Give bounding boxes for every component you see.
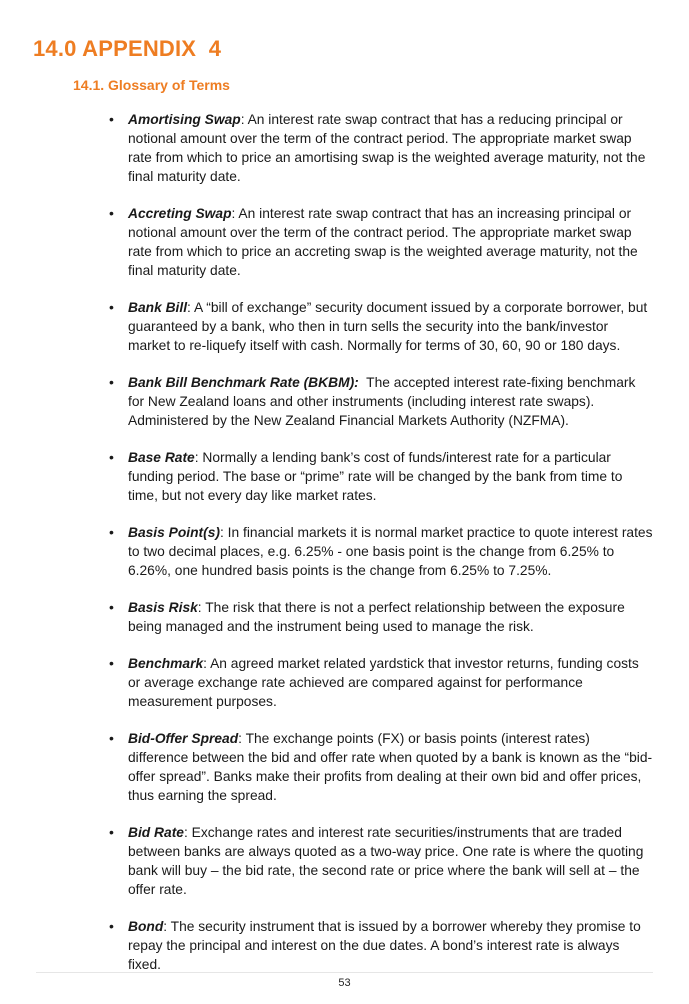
term-definition: The accepted interest rate-fixing benchmark for New Zealand loans and other instruments (including interest rate swaps). Administered by the New Zealand Financial Markets Authority (NZFMA). bbox=[128, 375, 640, 428]
term-separator: : bbox=[240, 112, 245, 127]
term-separator: : bbox=[194, 450, 199, 465]
term-separator: : bbox=[203, 656, 207, 671]
term-separator: : bbox=[163, 919, 168, 934]
term-separator: : bbox=[183, 825, 188, 840]
term-separator: : bbox=[220, 525, 224, 540]
page-number: 53 bbox=[338, 977, 351, 989]
subsection-heading: 14.1. Glossary of Terms bbox=[73, 77, 230, 93]
glossary-item bbox=[0, 523, 689, 580]
term-definition: The security instrument that is issued by a borrower whereby they promise to repay the principal and interest on the due dates. A bond’s interest rate is always fixed. bbox=[128, 919, 641, 972]
term-separator: : bbox=[238, 731, 242, 746]
glossary-list bbox=[0, 110, 689, 992]
term-definition: An interest rate swap contract that has an increasing principal or notional amount over the term of the contract period. The appropriate market swap rate from which to price an accreting swap is the weighted average maturity, not the final maturity date. bbox=[128, 206, 638, 278]
section-heading: 14.0 APPENDIX 4 bbox=[33, 36, 222, 61]
term-definition: Exchange rates and interest rate securities/instruments that are traded between banks are always quoted as a two-way price. One rate is where the quoting bank will buy – the bid rate, the second rate or price where the bank will sell at – the offer rate. bbox=[128, 825, 644, 897]
glossary-item bbox=[0, 917, 689, 974]
bullet-icon: • bbox=[109, 111, 114, 127]
glossary-item bbox=[0, 110, 689, 186]
term-name: Bond bbox=[128, 919, 164, 934]
bullet-icon: • bbox=[109, 205, 114, 221]
glossary-item bbox=[0, 823, 689, 899]
term-definition: An interest rate swap contract that has a reducing principal or notional amount over the term of the contract period. The appropriate market swap rate from which to price an amortising swap is the weighted average maturity, not the final maturity date. bbox=[128, 112, 646, 184]
term-definition: The exchange points (FX) or basis points (interest rates) difference between the bid and offer rate when quoted by a bank is known as the “bid-offer spread”. Banks make their profits from dealing at their own bid and offer prices, thus earning the spread. bbox=[128, 731, 653, 803]
footer-divider bbox=[36, 972, 653, 973]
term-separator: : bbox=[231, 206, 236, 221]
bullet-icon: • bbox=[109, 918, 114, 934]
term-definition: Normally a lending bank’s cost of funds/interest rate for a particular funding period. The base or “prime” rate will be changed by the bank from time to time, but not every day like market rates. bbox=[128, 450, 623, 503]
glossary-item bbox=[0, 729, 689, 805]
glossary-item bbox=[0, 654, 689, 711]
bullet-icon: • bbox=[109, 449, 114, 465]
bullet-icon: • bbox=[109, 824, 114, 840]
term-name: Base Rate bbox=[128, 450, 195, 465]
glossary-item bbox=[0, 298, 689, 355]
term-name: Benchmark bbox=[128, 656, 204, 671]
term-name: Amortising Swap bbox=[128, 112, 241, 127]
term-name: Basis Point(s) bbox=[128, 525, 220, 540]
term-definition: In financial markets it is normal market practice to quote interest rates to two decimal places, e.g. 6.25% - one basis point is the change from 6.25% to 6.26%, one hundred basis points is the change from 6.25% to 7.25%. bbox=[128, 525, 653, 578]
term-name: Bid Rate bbox=[128, 825, 184, 840]
glossary-item bbox=[0, 598, 689, 636]
bullet-icon: • bbox=[109, 599, 114, 615]
glossary-item bbox=[0, 448, 689, 505]
term-separator: : bbox=[187, 300, 191, 315]
term-name: Bid-Offer Spread bbox=[128, 731, 239, 746]
term-definition: An agreed market related yardstick that investor returns, funding costs or average exchange rate achieved are compared against for performance measurement purposes. bbox=[128, 656, 639, 709]
term-name: Bank Bill bbox=[128, 300, 188, 315]
term-name: Basis Risk bbox=[128, 600, 198, 615]
term-definition: The risk that there is not a perfect relationship between the exposure being managed and the instrument being used to manage the risk. bbox=[128, 600, 625, 634]
bullet-icon: • bbox=[109, 374, 114, 390]
bullet-icon: • bbox=[109, 655, 114, 671]
glossary-item bbox=[0, 204, 689, 280]
term-name: Bank Bill Benchmark Rate (BKBM): bbox=[128, 375, 359, 390]
bullet-icon: • bbox=[109, 524, 114, 540]
bullet-icon: • bbox=[109, 299, 114, 315]
term-separator: : bbox=[197, 600, 202, 615]
term-definition: A “bill of exchange” security document issued by a corporate borrower, but guaranteed by a bank, who then in turn sells the security into the bank/investor market to re-liquefy itself with cash. Normally for terms of 30, 60, 90 or 180 days. bbox=[128, 300, 648, 353]
bullet-icon: • bbox=[109, 730, 114, 746]
term-name: Accreting Swap bbox=[128, 206, 232, 221]
glossary-item bbox=[0, 373, 689, 430]
